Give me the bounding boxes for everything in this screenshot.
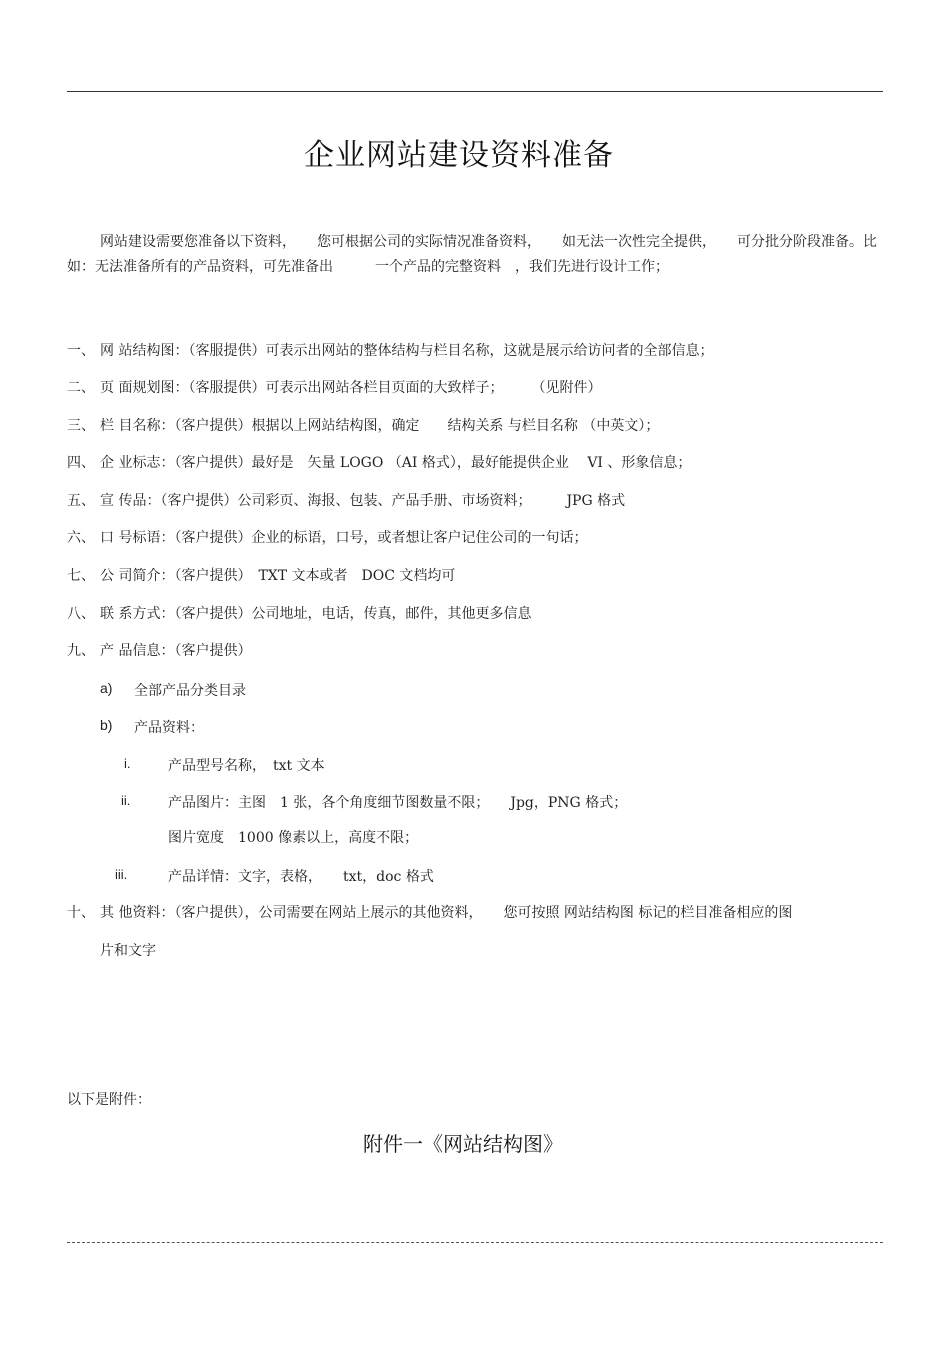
- roman-item-text: 图片宽度 1000 像素以上，高度不限；: [168, 830, 419, 846]
- attachment-label: 以下是附件：: [67, 1092, 151, 1108]
- item-number: 二、: [67, 380, 95, 396]
- roman-item-mark: ii.: [121, 793, 131, 808]
- bottom-dashed-rule: [67, 1242, 883, 1243]
- roman-item-mark: i.: [124, 756, 131, 771]
- top-rule: [67, 91, 883, 92]
- item-number: 八、: [67, 606, 95, 622]
- roman-item-text: 产品详情：文字，表格， txt，doc 格式: [168, 869, 434, 885]
- item-text: 公 司简介：（客户提供） TXT 文本或者 DOC 文档均可: [100, 568, 456, 584]
- item-number: 三、: [67, 418, 95, 434]
- document-title: 企业网站建设资料准备: [304, 138, 614, 173]
- item-text: 网 站结构图：（客服提供）可表示出网站的整体结构与栏目名称，这就是展示给访问者的全部信息；: [100, 343, 714, 359]
- roman-item-mark: iii.: [115, 867, 128, 882]
- item-text: 页 面规划图：（客服提供）可表示出网站各栏目页面的大致样子； （见附件）: [100, 380, 602, 396]
- item-text: 栏 目名称：（客户提供）根据以上网站结构图，确定 结构关系 与栏目名称 （中英文）；: [100, 418, 660, 434]
- item-text: 其 他资料：（客户提供），公司需要在网站上展示的其他资料， 您可按照 网站结构图 标记的栏目准备相应的图: [100, 905, 793, 921]
- item-number: 十、: [67, 905, 95, 921]
- item-number: 一、: [67, 343, 95, 359]
- roman-item-text: 产品图片：主图 1 张，各个角度细节图数量不限； Jpg，PNG 格式；: [168, 795, 628, 811]
- item-text: 联 系方式：（客户提供）公司地址，电话，传真，邮件，其他更多信息: [100, 606, 532, 622]
- attachment-title: 附件一《网站结构图》: [363, 1132, 563, 1156]
- item-number: 五、: [67, 493, 95, 509]
- sub-item-text: 全部产品分类目录: [134, 683, 246, 699]
- item-number: 九、: [67, 643, 95, 659]
- item-number: 六、: [67, 530, 95, 546]
- roman-item-text: 产品型号名称， txt 文本: [168, 758, 325, 774]
- item-text-continued: 片和文字: [100, 943, 156, 959]
- item-text: 产 品信息：（客户提供）: [100, 643, 252, 659]
- intro-paragraph: 网站建设需要您准备以下资料， 您可根据公司的实际情况准备资料， 如无法一次性完全提供， 可分批分阶段准备。比如：无法准备所有的产品资料，可先准备出 一个产品的完整资料 ，我们先进行设计工作；: [67, 234, 877, 275]
- sub-item-mark: b): [100, 717, 113, 733]
- item-text: 宣 传品：（客户提供）公司彩页、海报、包装、产品手册、市场资料； JPG 格式: [100, 493, 626, 509]
- item-text: 企 业标志：（客户提供）最好是 矢量 LOGO （AI 格式），最好能提供企业 VI 、形象信息；: [100, 455, 692, 471]
- item-number: 四、: [67, 455, 95, 471]
- sub-item-text: 产品资料：: [134, 720, 204, 736]
- item-text: 口 号标语：（客户提供）企业的标语，口号，或者想让客户记住公司的一句话；: [100, 530, 588, 546]
- item-number: 七、: [67, 568, 95, 584]
- sub-item-mark: a): [100, 680, 113, 696]
